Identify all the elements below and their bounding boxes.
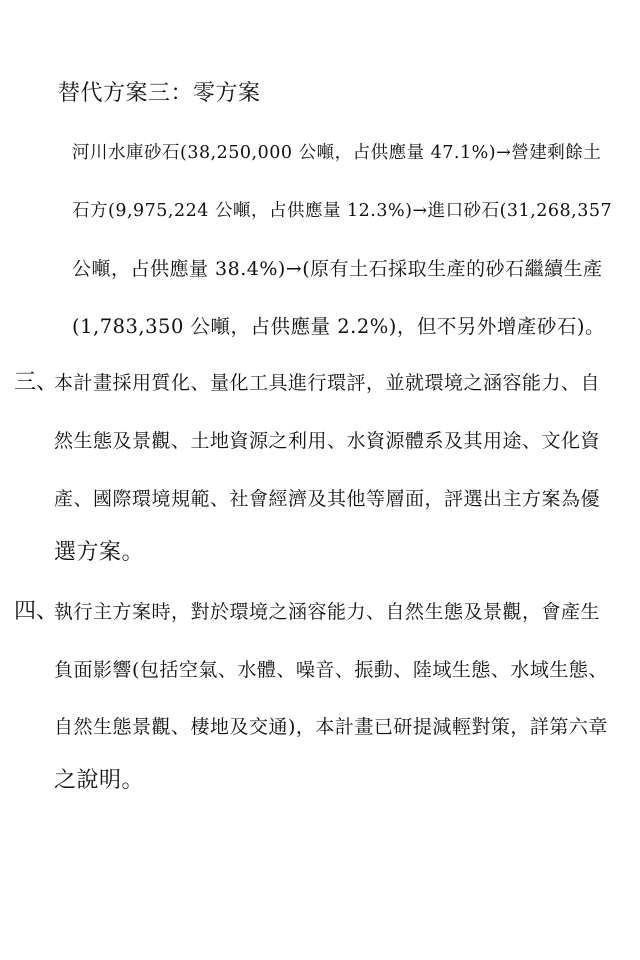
paragraph-line: 自然生態景觀、棲地及交通)，本計畫已研提減輕對策，詳第六章 xyxy=(54,716,608,738)
paragraph-line: 之說明。 xyxy=(54,768,145,793)
paragraph-line: 產、國際環境規範、社會經濟及其他等層面，評選出主方案為優 xyxy=(54,488,601,510)
paragraph-line: 河川水庫砂石(38,250,000 公噸，占供應量 47.1%)→營建剩餘土 xyxy=(72,143,602,163)
list-item-number: 四、 xyxy=(14,599,59,624)
paragraph-line: 然生態及景觀、土地資源之利用、水資源體系及其用途、文化資 xyxy=(54,430,601,452)
paragraph-line: 負面影響(包括空氣、水體、噪音、振動、陸域生態、水域生態、 xyxy=(54,659,608,681)
paragraph-line: (1,783,350 公噸，占供應量 2.2%)，但不另外增產砂石)。 xyxy=(72,315,606,338)
paragraph-line: 公噸，占供應量 38.4%)→(原有土石採取生產的砂石繼續生產 xyxy=(72,258,603,280)
paragraph-line: 選方案。 xyxy=(54,540,145,565)
list-item-number: 三、 xyxy=(14,370,59,395)
alternative-three-heading: 替代方案三：零方案 xyxy=(58,81,261,106)
paragraph-line: 石方(9,975,224 公噸，占供應量 12.3%)→進口砂石(31,268,357 xyxy=(72,201,613,221)
paragraph-line: 執行主方案時，對於環境之涵容能力、自然生態及景觀，會產生 xyxy=(54,601,601,623)
paragraph-line: 本計畫採用質化、量化工具進行環評，並就環境之涵容能力、自 xyxy=(54,372,601,394)
